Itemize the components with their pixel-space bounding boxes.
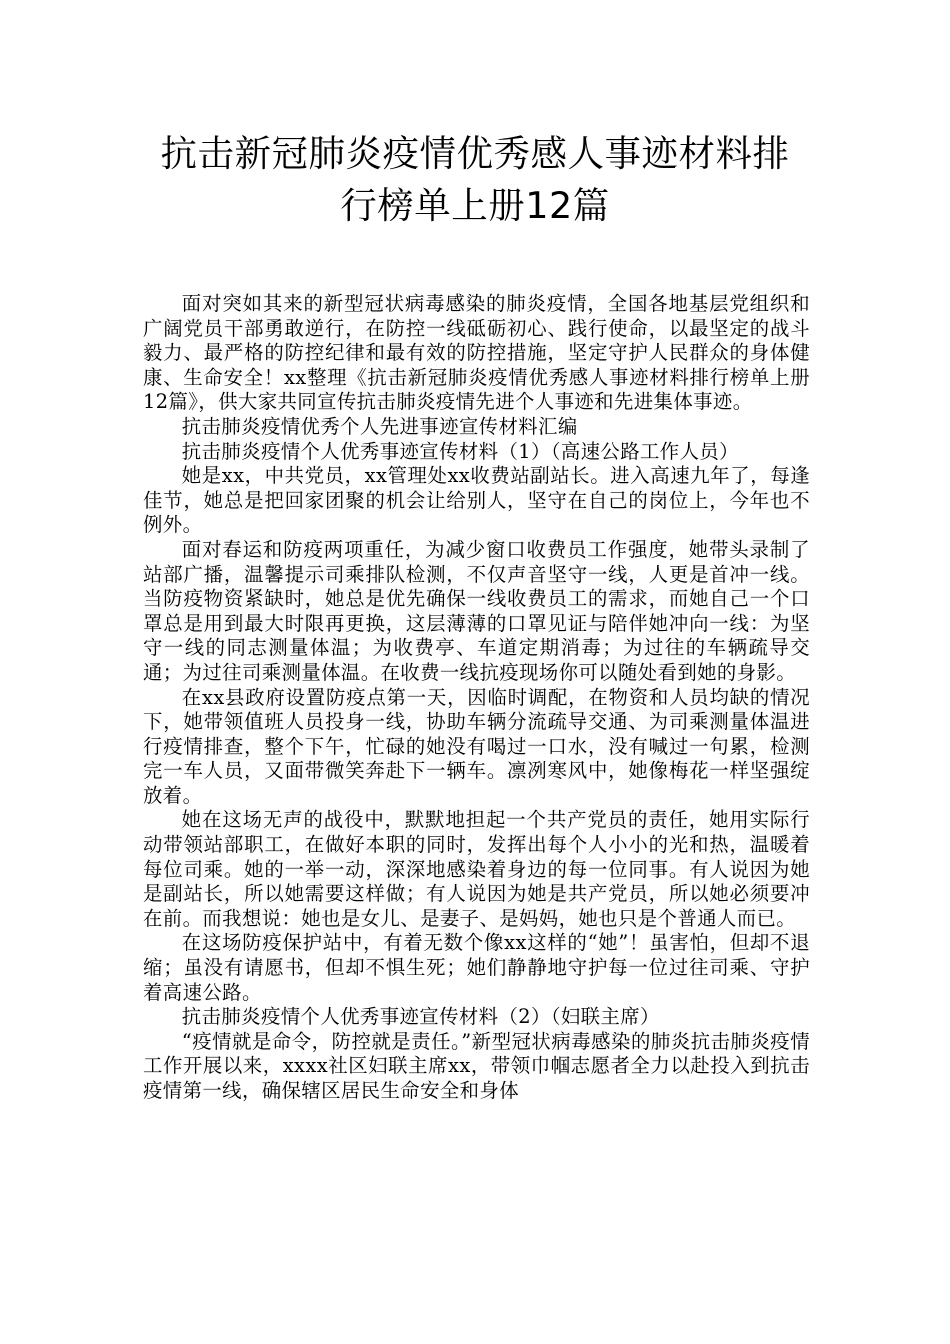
subsection-heading: 抗击肺炎疫情个人优秀事迹宣传材料（1）（高速公路工作人员）: [181, 439, 739, 463]
document-body: [143, 292, 810, 1104]
subsection-heading: 抗击肺炎疫情个人优秀事迹宣传材料（2）（妇联主席）: [181, 1005, 660, 1029]
title-line-2: 行榜单上册12篇: [340, 184, 610, 227]
document-title: [120, 128, 830, 232]
body-paragraph: 她在这场无声的战役中，默默地担起一个共产党员的责任，她用实际行动带领站部职工，在做好本职的同时，发挥出每个人小小的光和热，温暖着每位司乘。她的一举一动，深深地感染着身边的每一位同事。有人说因为她是副站长，所以她需要这样做；有人说因为她是共产党员，所以她必须要冲在前。而我想说：她也是女儿、是妻子、是妈妈，她也只是个普通人而已。: [143, 808, 810, 930]
body-paragraph: 在这场防疫保护站中，有着无数个像xx这样的“她”！虽害怕，但却不退缩；虽没有请愿书，但却不惧生死；她们静静地守护每一位过往司乘、守护着高速公路。: [143, 931, 810, 1004]
intro-paragraph: 面对突如其来的新型冠状病毒感染的肺炎疫情，全国各地基层党组织和广阔党员干部勇敢逆行，在防控一线砥砺初心、践行使命，以最坚定的战斗毅力、最严格的防控纪律和最有效的防控措施，坚定守护人民群众的身体健康、生命安全！xx整理《抗击新冠肺炎疫情优秀感人事迹材料排行榜单上册12篇》，供大家共同宣传抗击肺炎疫情先进个人事迹和先进集体事迹。: [143, 292, 810, 414]
body-paragraph: 面对春运和防疫两项重任，为减少窗口收费员工作强度，她带头录制了站部广播，温馨提示司乘排队检测，不仅声音坚守一线，人更是首冲一线。当防疫物资紧缺时，她总是优先确保一线收费员工的需求，而她自己一个口罩总是用到最大时限再更换，这层薄薄的口罩见证与陪伴她冲向一线：为坚守一线的同志测量体温；为收费亭、车道定期消毒；为过往的车辆疏导交通；为过往司乘测量体温。在收费一线抗疫现场你可以随处看到她的身影。: [143, 537, 810, 684]
title-line-1: 抗击新冠肺炎疫情优秀感人事迹材料排: [160, 132, 790, 175]
body-paragraph: 在xx县政府设置防疫点第一天，因临时调配，在物资和人员均缺的情况下，她带领值班人员投身一线，协助车辆分流疏导交通、为司乘测量体温进行疫情排查，整个下午，忙碌的她没有喝过一口水，没有喊过一句累，检测完一车人员，又面带微笑奔赴下一辆车。凛冽寒风中，她像梅花一样坚强绽放着。: [143, 685, 810, 807]
body-paragraph: “疫情就是命令，防控就是责任。”新型冠状病毒感染的肺炎抗击肺炎疫情工作开展以来，xxxx社区妇联主席xx，带领巾帼志愿者全力以赴投入到抗击疫情第一线，确保辖区居民生命安全和身体: [143, 1029, 810, 1102]
section-heading: 抗击肺炎疫情优秀个人先进事迹宣传材料汇编: [181, 414, 578, 438]
body-paragraph: 她是xx，中共党员，xx管理处xx收费站副站长。进入高速九年了，每逢佳节，她总是把回家团聚的机会让给别人，坚守在自己的岗位上，今年也不例外。: [143, 464, 810, 537]
